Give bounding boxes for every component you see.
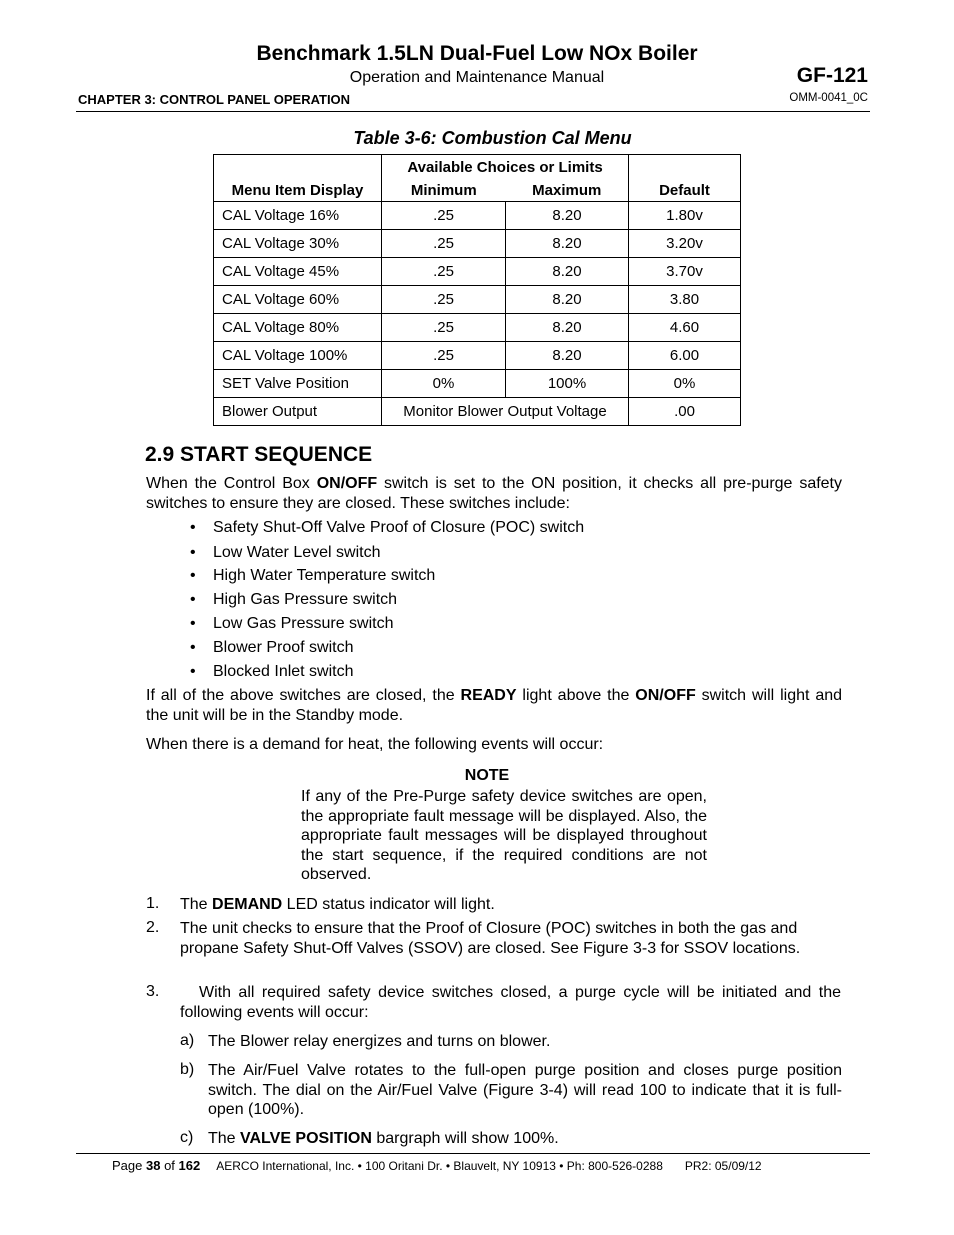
bullet-text: Blower Proof switch: [213, 639, 354, 656]
bullet-dot: •: [190, 519, 196, 536]
bullet-text: High Gas Pressure switch: [213, 591, 398, 608]
table-row: [214, 370, 741, 398]
cell-max: 8.20: [506, 342, 629, 370]
cell-item: SET Valve Position: [214, 370, 382, 398]
step-text: With all required safety device switches closed, a purge cycle will be initiated and the following events will occur:: [180, 984, 841, 1021]
step1-post: LED status indicator will light.: [282, 896, 495, 913]
note-body: If any of the Pre-Purge safety device switches are open, the appropriate fault message will be displayed. Also, the appropriate fault messages will be displayed throughout the start sequence, if the required conditions are not observed.: [301, 788, 707, 883]
step1-pre: The: [180, 896, 213, 913]
step1-demand: DEMAND: [212, 896, 283, 913]
document-subtitle: Operation and Maintenance Manual: [349, 69, 605, 86]
footer-page-number: 38: [145, 1158, 161, 1173]
cell-default: 6.00: [629, 342, 741, 370]
bullet-dot: •: [190, 639, 196, 656]
substep-text: The Blower relay energizes and turns on blower.: [208, 1033, 551, 1050]
col-header-default: Default: [629, 155, 741, 202]
substep-label: a): [180, 1032, 195, 1049]
step-text: [180, 895, 841, 915]
ready-text-2: light above the: [516, 687, 636, 704]
cell-max: 8.20: [506, 202, 629, 230]
table-row: [214, 258, 741, 286]
cell-min: .25: [382, 342, 506, 370]
cell-max: 8.20: [506, 314, 629, 342]
bullet-dot: •: [190, 591, 196, 608]
cell-max: 8.20: [506, 258, 629, 286]
cell-min: .25: [382, 258, 506, 286]
footer: [112, 1158, 762, 1173]
table-row: [214, 286, 741, 314]
bullet-text: High Water Temperature switch: [213, 567, 436, 584]
substep-text: [208, 1129, 842, 1149]
intro-paragraph: [146, 474, 842, 514]
demand-paragraph: When there is a demand for heat, the following events will occur:: [146, 736, 604, 753]
cell-range: Monitor Blower Output Voltage: [382, 398, 629, 426]
cell-item: CAL Voltage 80%: [214, 314, 382, 342]
cell-item: CAL Voltage 30%: [214, 230, 382, 258]
footer-page-word: Page: [112, 1158, 146, 1173]
substep-c-pre: The: [208, 1130, 241, 1147]
bullet-item: [190, 639, 354, 657]
ready-bold: READY: [460, 687, 517, 704]
step-text: The unit checks to ensure that the Proof of Closure (POC) switches in both the gas and propane Safety Shut-Off Valves (SSOV) are closed. See Figure 3-3 for SSOV locations.: [180, 920, 801, 957]
cell-default: .00: [629, 398, 741, 426]
bullet-item: [190, 591, 397, 609]
cell-max: 8.20: [506, 230, 629, 258]
header-rule: [76, 111, 870, 112]
cell-default: 3.80: [629, 286, 741, 314]
substep-label: b): [180, 1061, 195, 1078]
bullet-item: [190, 567, 435, 585]
ready-text-3: switch will light and the unit will be in the Standby mode.: [146, 687, 843, 724]
bullet-dot: •: [190, 544, 196, 561]
footer-rule: [76, 1153, 870, 1154]
ready-onoff: ON/OFF: [635, 687, 696, 704]
step-number: 1.: [146, 895, 160, 912]
table-row: [214, 314, 741, 342]
model-number: GF-121: [796, 64, 868, 87]
cell-item: CAL Voltage 16%: [214, 202, 382, 230]
document-number: OMM-0041_0C: [789, 92, 868, 104]
bullet-item: [190, 615, 394, 633]
bullet-item: [190, 519, 584, 537]
combustion-cal-table: [213, 154, 741, 426]
cell-max: 8.20: [506, 286, 629, 314]
step-number: 3.: [146, 983, 160, 1000]
cell-item: CAL Voltage 45%: [214, 258, 382, 286]
footer-company: AERCO International, Inc. • 100 Oritani Dr. • Blauvelt, NY 10913 • Ph: 800-526-0288: [216, 1159, 663, 1173]
substep-text: The Air/Fuel Valve rotates to the full-open purge position and closes purge position switch. The dial on the Air/Fuel Valve (Figure 3-4) will read 100 to indicate that it is full-open (100%).: [208, 1062, 842, 1118]
col-header-maximum: Maximum: [506, 176, 629, 202]
footer-revision: PR2: 05/09/12: [684, 1159, 762, 1173]
cell-item: CAL Voltage 60%: [214, 286, 382, 314]
cell-item: CAL Voltage 100%: [214, 342, 382, 370]
bullet-item: [190, 544, 380, 562]
table-row: [214, 342, 741, 370]
col-header-choices: Available Choices or Limits: [382, 155, 629, 176]
bullet-item: [190, 663, 354, 681]
ready-text-1: If all of the above switches are closed, the: [146, 687, 461, 704]
footer-of-word: of: [160, 1158, 179, 1173]
bullet-dot: •: [190, 615, 196, 632]
substep-label: c): [180, 1129, 194, 1146]
ready-paragraph: [146, 686, 842, 726]
intro-text-1: When the Control Box: [146, 475, 317, 492]
table-caption: Table 3-6: Combustion Cal Menu: [353, 128, 632, 148]
cell-max: 100%: [506, 370, 629, 398]
document-title: Benchmark 1.5LN Dual-Fuel Low NOx Boiler: [256, 42, 698, 65]
note-heading: NOTE: [464, 767, 510, 784]
bullet-text: Low Gas Pressure switch: [213, 615, 394, 632]
chapter-heading: CHAPTER 3: CONTROL PANEL OPERATION: [78, 92, 351, 107]
substep-c-post: bargraph will show 100%.: [371, 1130, 559, 1147]
intro-onoff: ON/OFF: [316, 475, 378, 492]
col-header-minimum: Minimum: [382, 176, 506, 202]
cell-min: 0%: [382, 370, 506, 398]
cell-min: .25: [382, 314, 506, 342]
cell-min: .25: [382, 202, 506, 230]
bullet-dot: •: [190, 663, 196, 680]
cell-min: .25: [382, 286, 506, 314]
col-header-menu-item: Menu Item Display: [214, 155, 382, 202]
bullet-text: Safety Shut-Off Valve Proof of Closure (POC) switch: [213, 519, 585, 536]
cell-item: Blower Output: [214, 398, 382, 426]
bullet-text: Low Water Level switch: [213, 544, 381, 561]
cell-min: .25: [382, 230, 506, 258]
table-row: [214, 398, 741, 426]
intro-text-2: switch is set to the ON position, it checks all pre-purge safety switches to ensure they are closed. These switches include:: [146, 475, 842, 512]
step-number: 2.: [146, 919, 160, 936]
table-header-row: [214, 155, 741, 176]
substep-c-bold: VALVE POSITION: [240, 1130, 372, 1147]
cell-default: 0%: [629, 370, 741, 398]
bullet-text: Blocked Inlet switch: [213, 663, 354, 680]
cell-default: 4.60: [629, 314, 741, 342]
cell-default: 3.20v: [629, 230, 741, 258]
cell-default: 3.70v: [629, 258, 741, 286]
section-heading: 2.9 START SEQUENCE: [145, 443, 373, 466]
table-row: [214, 230, 741, 258]
footer-page-total: 162: [178, 1158, 201, 1173]
table-row: [214, 202, 741, 230]
cell-default: 1.80v: [629, 202, 741, 230]
bullet-dot: •: [190, 567, 196, 584]
